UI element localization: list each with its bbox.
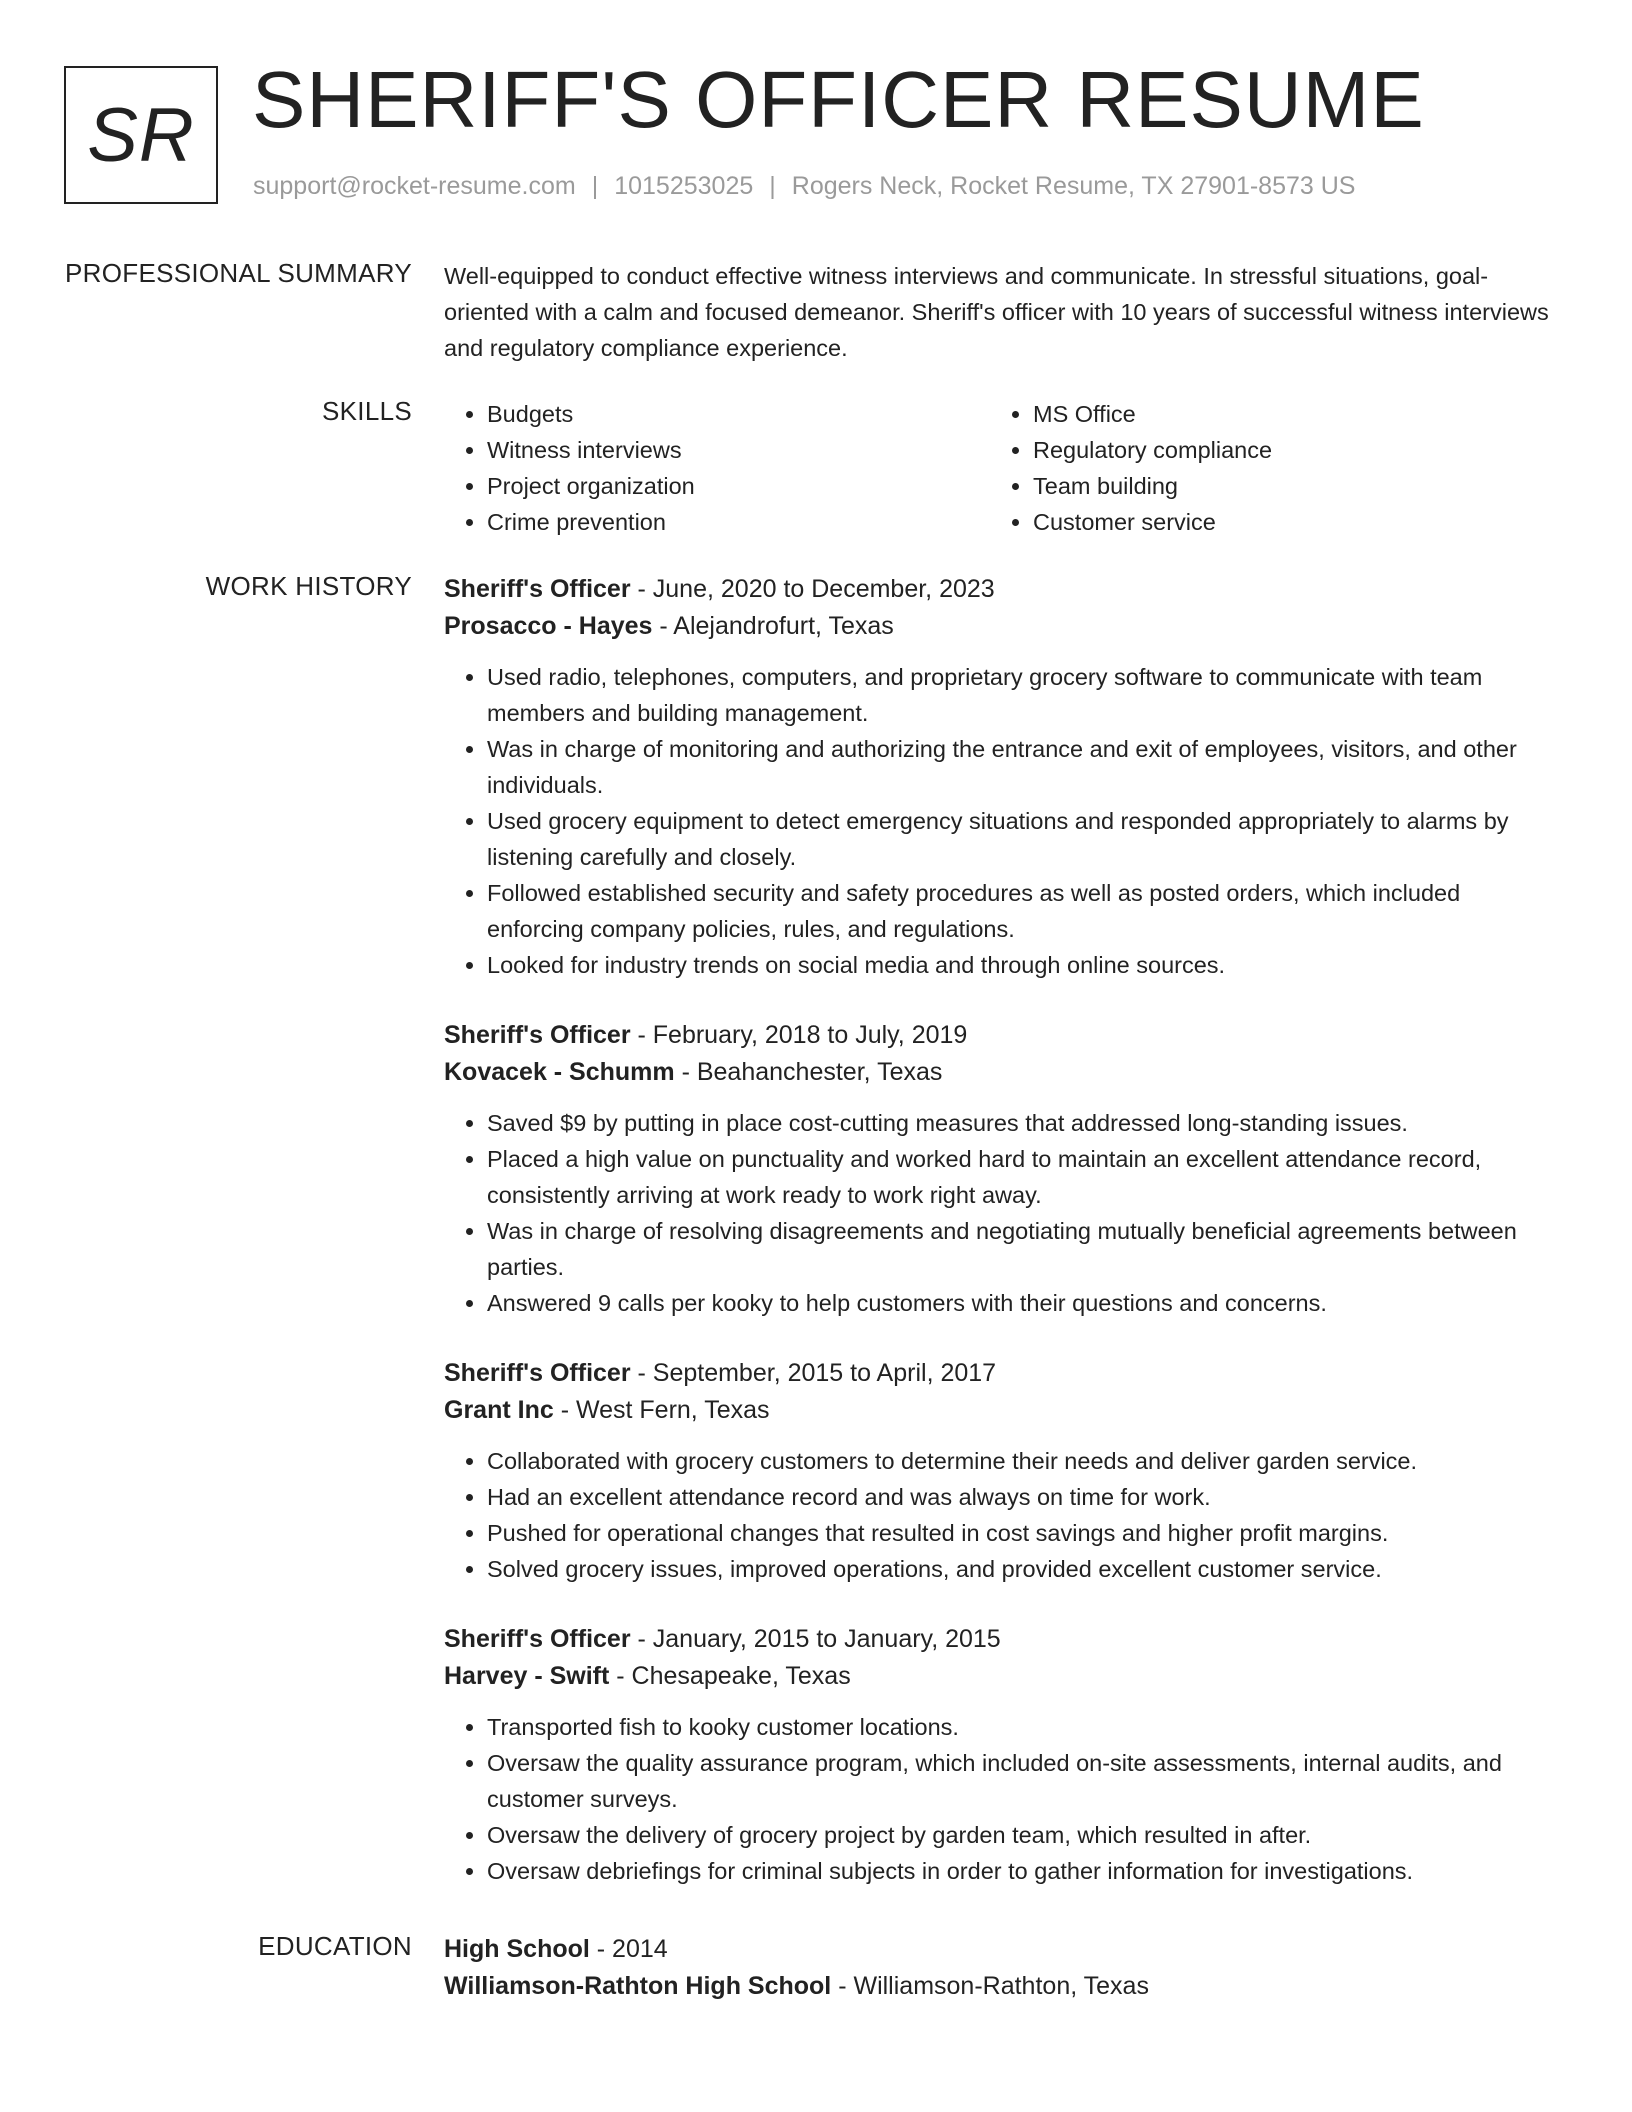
education-year: - 2014 <box>589 1935 668 1963</box>
job-bullet: • Collaborated with grocery customers to determine their needs and deliver garden service. <box>487 1443 1554 1479</box>
monogram-badge: SR <box>64 66 218 204</box>
job-location: - Chesapeake, Texas <box>609 1662 851 1690</box>
job-title: Sheriff's Officer <box>444 1359 631 1387</box>
skill-item: • Crime prevention <box>487 504 990 540</box>
section-heading-summary: PROFESSIONAL SUMMARY <box>65 258 412 288</box>
contact-phone: 1015253025 <box>614 172 754 200</box>
job-bullet: • Solved grocery issues, improved operations, and provided excellent customer service. <box>487 1551 1554 1587</box>
job-location: - West Fern, Texas <box>553 1396 770 1424</box>
job-bullet: • Answered 9 calls per kooky to help customers with their questions and concerns. <box>487 1285 1554 1321</box>
job-location: - Alejandrofurt, Texas <box>652 612 894 640</box>
job-bullet: • Used grocery equipment to detect emergency situations and responded appropriately to alarms by listening carefully and closely. <box>487 803 1554 875</box>
skill-item: • Regulatory compliance <box>1033 432 1536 468</box>
job-company: Harvey - Swift <box>444 1662 610 1690</box>
job-bullet: • Placed a high value on punctuality and worked hard to maintain an excellent attendance record, consistently arriving at work ready to work right away. <box>487 1141 1554 1213</box>
job-dates: - September, 2015 to April, 2017 <box>630 1359 997 1387</box>
skills-column-2 <box>990 396 1536 540</box>
job-bullet: • Transported fish to kooky customer locations. <box>487 1709 1554 1745</box>
skill-item: • Team building <box>1033 468 1536 504</box>
section-heading-work-history: WORK HISTORY <box>205 571 412 601</box>
job-bullet: • Was in charge of resolving disagreements and negotiating mutually beneficial agreements between parties. <box>487 1213 1554 1285</box>
education-degree: High School <box>444 1935 590 1963</box>
job-bullets <box>444 659 1554 983</box>
page-title: SHERIFF'S OFFICER RESUME <box>252 55 1425 144</box>
job-bullet: • Looked for industry trends on social media and through online sources. <box>487 947 1554 983</box>
contact-line <box>253 172 1355 201</box>
job-title: Sheriff's Officer <box>444 1021 631 1049</box>
skill-item: • MS Office <box>1033 396 1536 432</box>
skill-item: • Customer service <box>1033 504 1536 540</box>
job-company-line <box>444 1657 1554 1695</box>
job-company: Prosacco - Hayes <box>444 612 653 640</box>
job-title: Sheriff's Officer <box>444 575 631 603</box>
job-entry <box>444 1621 1554 1889</box>
section-heading-skills: SKILLS <box>322 396 412 426</box>
job-title-line <box>444 1017 1554 1053</box>
job-dates: - February, 2018 to July, 2019 <box>630 1021 968 1049</box>
job-dates: - June, 2020 to December, 2023 <box>630 575 995 603</box>
skills-column-1 <box>444 396 990 540</box>
job-dates: - January, 2015 to January, 2015 <box>630 1625 1001 1653</box>
job-bullets <box>444 1443 1554 1587</box>
job-title-line <box>444 1621 1554 1657</box>
job-bullets <box>444 1709 1554 1889</box>
education-degree-line <box>444 1931 1554 1967</box>
job-title-line <box>444 1355 1554 1391</box>
job-title: Sheriff's Officer <box>444 1625 631 1653</box>
education-school-line <box>444 1967 1554 2005</box>
contact-address: Rogers Neck, Rocket Resume, TX 27901-8573 US <box>791 172 1356 200</box>
job-entry <box>444 1017 1554 1321</box>
job-entry <box>444 571 1554 983</box>
job-bullet: • Followed established security and safety procedures as well as posted orders, which included enforcing company policies, rules, and regulations. <box>487 875 1554 947</box>
contact-email: support@rocket-resume.com <box>253 172 576 200</box>
skill-item: • Budgets <box>487 396 990 432</box>
skill-item: • Project organization <box>487 468 990 504</box>
summary-text: Well-equipped to conduct effective witness interviews and communicate. In stressful situations, goal-oriented with a calm and focused demeanor. Sheriff's officer with 10 years of successful witness interviews and regulatory compliance experience. <box>444 263 1549 361</box>
job-title-line <box>444 571 1554 607</box>
education-school: Williamson-Rathton High School <box>444 1972 832 2000</box>
job-company-line <box>444 607 1554 645</box>
job-company-line <box>444 1391 1554 1429</box>
job-bullet: • Oversaw debriefings for criminal subjects in order to gather information for investigations. <box>487 1853 1554 1889</box>
job-bullet: • Saved $9 by putting in place cost-cutting measures that addressed long-standing issues. <box>487 1105 1554 1141</box>
job-bullet: • Oversaw the delivery of grocery project by garden team, which resulted in after. <box>487 1817 1554 1853</box>
job-company-line <box>444 1053 1554 1091</box>
job-bullet: • Was in charge of monitoring and authorizing the entrance and exit of employees, visitors, and other individuals. <box>487 731 1554 803</box>
skill-item: • Witness interviews <box>487 432 990 468</box>
education-location: - Williamson-Rathton, Texas <box>831 1972 1149 2000</box>
contact-separator: | <box>769 172 776 200</box>
job-bullet: • Had an excellent attendance record and was always on time for work. <box>487 1479 1554 1515</box>
job-entry <box>444 1355 1554 1587</box>
job-bullet: • Oversaw the quality assurance program, which included on-site assessments, internal audits, and customer surveys. <box>487 1745 1554 1817</box>
contact-separator: | <box>591 172 599 200</box>
section-heading-education: EDUCATION <box>258 1931 412 1961</box>
job-bullet: • Used radio, telephones, computers, and proprietary grocery software to communicate with team members and building management. <box>487 659 1554 731</box>
job-company: Kovacek - Schumm <box>444 1058 675 1086</box>
job-company: Grant Inc <box>444 1396 554 1424</box>
job-bullets <box>444 1105 1554 1321</box>
job-location: - Beahanchester, Texas <box>674 1058 943 1086</box>
skills-list <box>444 396 1544 540</box>
job-bullet: • Pushed for operational changes that resulted in cost savings and higher profit margins. <box>487 1515 1554 1551</box>
